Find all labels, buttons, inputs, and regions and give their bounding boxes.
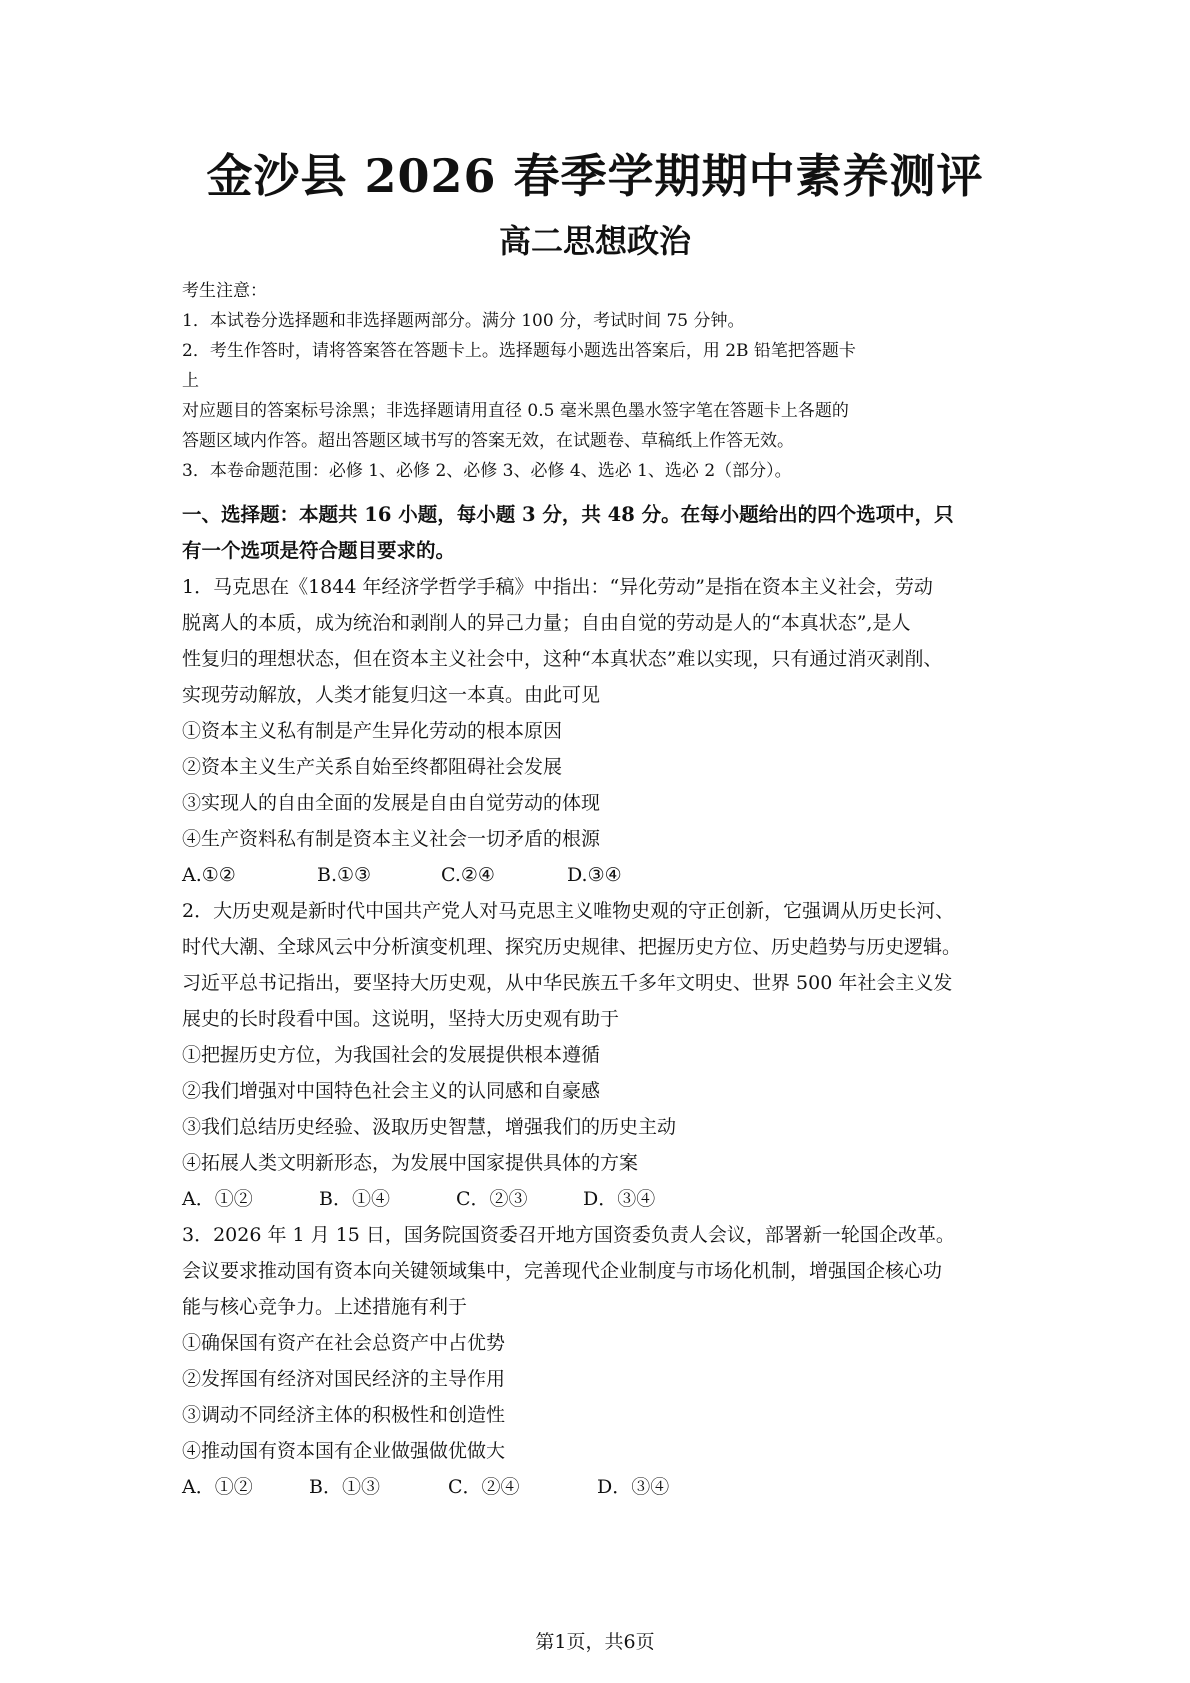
page-number: 第1页，共6页 <box>535 1631 655 1653</box>
option-d: D．③④ <box>597 1476 670 1498</box>
question-item: ②我们增强对中国特色社会主义的认同感和自豪感 <box>182 1080 601 1102</box>
option-c: C．②③ <box>456 1188 528 1210</box>
exam-subject: 高二思想政治 <box>498 222 691 260</box>
question-item: ③调动不同经济主体的积极性和创造性 <box>182 1404 506 1426</box>
question-stem-line: 时代大潮、全球风云中分析演变机理、探究历史规律、把握历史方位、历史趋势与历史逻辑。 <box>182 936 962 958</box>
question-stem-line: 2．大历史观是新时代中国共产党人对马克思主义唯物史观的守正创新，它强调从历史长河、 <box>182 900 955 922</box>
notice-line: 1．本试卷分选择题和非选择题两部分。满分 100 分，考试时间 75 分钟。 <box>182 311 745 331</box>
answer-options <box>182 1181 1027 1217</box>
option-b: B．①④ <box>319 1188 390 1210</box>
option-c: C．②④ <box>448 1476 520 1498</box>
question-item: ④拓展人类文明新形态，为发展中国家提供具体的方案 <box>182 1152 639 1174</box>
answer-options <box>182 857 1027 893</box>
notice-line: 答题区域内作答。超出答题区域书写的答案无效，在试题卷、草稿纸上作答无效。 <box>182 431 794 451</box>
question-item: ④生产资料私有制是资本主义社会一切矛盾的根源 <box>182 828 601 850</box>
option-c: C.②④ <box>441 864 495 886</box>
option-a: A．①② <box>182 1188 253 1210</box>
question-stem-line: 能与核心竞争力。上述措施有利于 <box>182 1296 468 1318</box>
option-a: A．①② <box>182 1476 253 1498</box>
question-3 <box>182 1217 1027 1505</box>
question-stem-line: 会议要求推动国有资本向关键领域集中，完善现代企业制度与市场化机制，增强国企核心功 <box>182 1260 943 1282</box>
question-item: ③实现人的自由全面的发展是自由自觉劳动的体现 <box>182 792 601 814</box>
question-1 <box>182 569 1027 893</box>
question-item: ①确保国有资产在社会总资产中占优势 <box>182 1332 506 1354</box>
option-d: D．③④ <box>583 1188 656 1210</box>
exam-title: 金沙县 2026 春季学期期中素养测评 <box>206 149 984 203</box>
notice-line: 对应题目的答案标号涂黑；非选择题请用直径 0.5 毫米黑色墨水签字笔在答题卡上各题的 <box>182 401 849 421</box>
question-2 <box>182 893 1027 1217</box>
question-item: ③我们总结历史经验、汲取历史智慧，增强我们的历史主动 <box>182 1116 677 1138</box>
question-item: ①把握历史方位，为我国社会的发展提供根本遵循 <box>182 1044 601 1066</box>
question-stem-line: 1．马克思在《1844 年经济学哲学手稿》中指出：“异化劳动”是指在资本主义社会，劳动 <box>182 576 933 598</box>
exam-content <box>182 497 1027 1505</box>
question-stem-line: 3．2026 年 1 月 15 日，国务院国资委召开地方国资委负责人会议，部署新一轮国企改革。 <box>182 1224 955 1246</box>
question-item: ④推动国有资本国有企业做强做优做大 <box>182 1440 506 1462</box>
section-heading-line: 一、选择题：本题共 16 小题，每小题 3 分，共 48 分。在每小题给出的四个选项中，只 <box>182 503 954 526</box>
question-item: ②资本主义生产关系自始至终都阻碍社会发展 <box>182 756 563 778</box>
notice-line: 3．本卷命题范围：必修 1、必修 2、必修 3、必修 4、选必 1、选必 2（部分）。 <box>182 461 792 481</box>
question-stem-line: 展史的长时段看中国。这说明，坚持大历史观有助于 <box>182 1008 620 1030</box>
exam-notice <box>182 276 1022 486</box>
answer-options <box>182 1469 1027 1505</box>
question-stem-line: 性复归的理想状态，但在资本主义社会中，这种“本真状态”难以实现，只有通过消灭剥削、 <box>182 648 943 670</box>
section-heading <box>182 497 1027 569</box>
notice-line: 上 <box>182 371 199 391</box>
option-b: B．①③ <box>309 1476 380 1498</box>
question-stem-line: 脱离人的本质，成为统治和剥削人的异己力量；自由自觉的劳动是人的“本真状态”,是人 <box>182 612 911 634</box>
notice-line: 2．考生作答时，请将答案答在答题卡上。选择题每小题选出答案后，用 2B 铅笔把答题卡 <box>182 341 856 361</box>
option-b: B.①③ <box>317 864 372 886</box>
question-stem-line: 实现劳动解放，人类才能复归这一本真。由此可见 <box>182 684 601 706</box>
question-item: ①资本主义私有制是产生异化劳动的根本原因 <box>182 720 563 742</box>
option-d: D.③④ <box>567 864 622 886</box>
section-heading-line: 有一个选项是符合题目要求的。 <box>182 539 456 562</box>
question-item: ②发挥国有经济对国民经济的主导作用 <box>182 1368 506 1390</box>
option-a: A.①② <box>182 864 236 886</box>
notice-label: 考生注意： <box>182 281 267 301</box>
question-stem-line: 习近平总书记指出，要坚持大历史观，从中华民族五千多年文明史、世界 500 年社会主义发 <box>182 972 953 994</box>
